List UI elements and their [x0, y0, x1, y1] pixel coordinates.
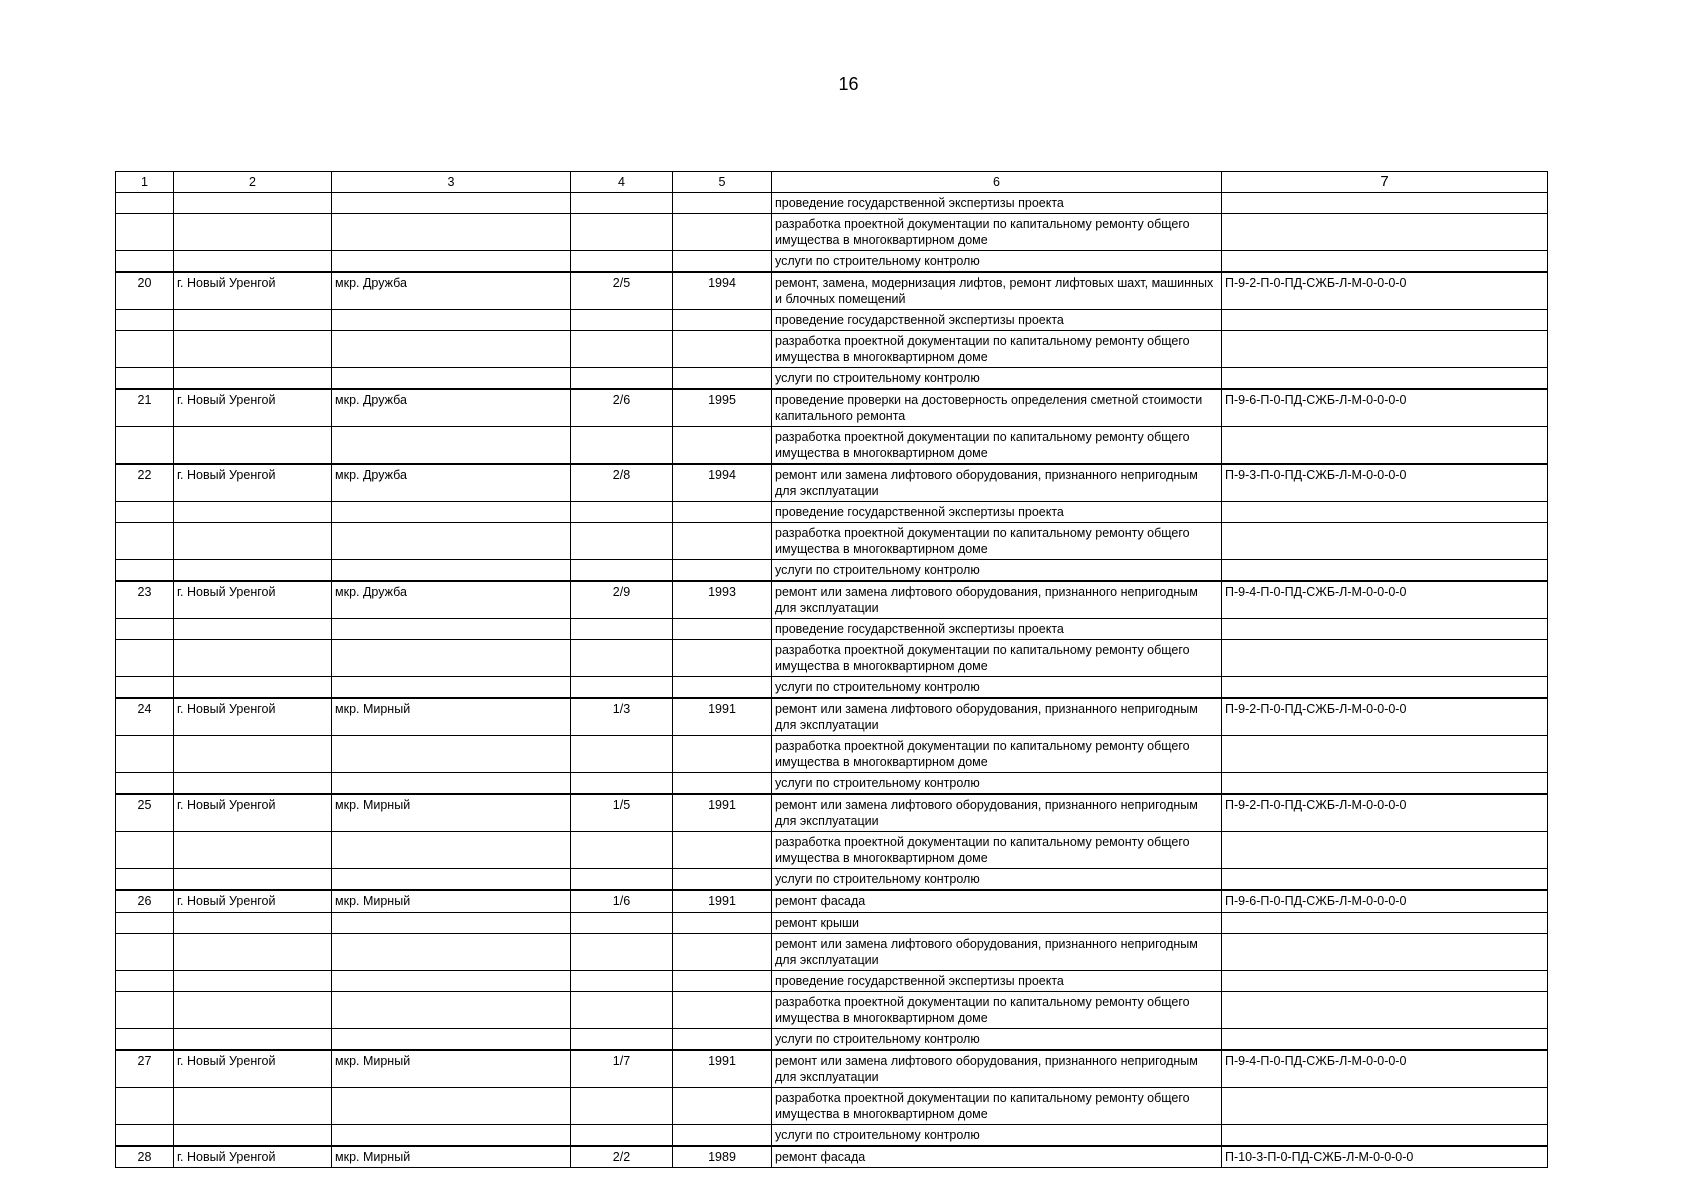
house-number-cell — [571, 193, 673, 214]
table-row — [116, 933, 1548, 970]
district-cell: мкр. Дружба — [332, 272, 571, 310]
building-code-cell — [1222, 1124, 1548, 1146]
city-cell — [174, 1124, 332, 1146]
row-number-cell — [116, 991, 174, 1028]
district-cell — [332, 869, 571, 891]
column-number: 5 — [673, 172, 772, 193]
district-cell: мкр. Дружба — [332, 581, 571, 619]
district-cell — [332, 832, 571, 869]
city-cell — [174, 193, 332, 214]
column-number-row — [116, 172, 1548, 193]
row-number-cell — [116, 1124, 174, 1146]
table-row — [116, 464, 1548, 502]
house-number-cell — [571, 560, 673, 582]
house-number-cell — [571, 619, 673, 640]
work-type-cell: проведение государственной экспертизы проекта — [772, 970, 1222, 991]
work-type-cell: разработка проектной документации по капитальному ремонту общего имущества в многоквартирном доме — [772, 991, 1222, 1028]
table-row — [116, 1146, 1548, 1168]
row-number-cell — [116, 310, 174, 331]
year-built-cell — [673, 912, 772, 933]
building-code-cell — [1222, 193, 1548, 214]
building-code-cell: П-9-6-П-0-ПД-СЖБ-Л-М-0-0-0-0 — [1222, 890, 1548, 912]
house-number-cell — [571, 310, 673, 331]
building-code-cell — [1222, 933, 1548, 970]
row-number-cell: 27 — [116, 1050, 174, 1088]
year-built-cell — [673, 773, 772, 795]
column-number: 3 — [332, 172, 571, 193]
house-number-cell: 2/2 — [571, 1146, 673, 1168]
building-code-cell: П-9-6-П-0-ПД-СЖБ-Л-М-0-0-0-0 — [1222, 389, 1548, 427]
table-row — [116, 331, 1548, 368]
row-number-cell — [116, 912, 174, 933]
house-number-cell: 2/6 — [571, 389, 673, 427]
city-cell — [174, 427, 332, 465]
house-number-cell — [571, 933, 673, 970]
table-row — [116, 310, 1548, 331]
house-number-cell — [571, 1028, 673, 1050]
work-type-cell: ремонт крыши — [772, 912, 1222, 933]
column-number: 1 — [116, 172, 174, 193]
house-number-cell — [571, 331, 673, 368]
year-built-cell — [673, 310, 772, 331]
building-code-cell — [1222, 368, 1548, 390]
house-number-cell — [571, 869, 673, 891]
house-number-cell — [571, 736, 673, 773]
row-number-cell — [116, 933, 174, 970]
row-number-cell — [116, 502, 174, 523]
work-type-cell: проведение государственной экспертизы проекта — [772, 502, 1222, 523]
district-cell — [332, 310, 571, 331]
building-code-cell — [1222, 869, 1548, 891]
district-cell: мкр. Мирный — [332, 1050, 571, 1088]
district-cell: мкр. Мирный — [332, 890, 571, 912]
city-cell: г. Новый Уренгой — [174, 464, 332, 502]
row-number-cell — [116, 832, 174, 869]
year-built-cell — [673, 933, 772, 970]
district-cell — [332, 214, 571, 251]
city-cell — [174, 523, 332, 560]
district-cell — [332, 773, 571, 795]
district-cell — [332, 912, 571, 933]
year-built-cell — [673, 331, 772, 368]
table-row — [116, 214, 1548, 251]
work-type-cell: ремонт или замена лифтового оборудования, признанного непригодным для эксплуатации — [772, 1050, 1222, 1088]
city-cell: г. Новый Уренгой — [174, 1050, 332, 1088]
table-row — [116, 773, 1548, 795]
table-row — [116, 251, 1548, 273]
year-built-cell — [673, 502, 772, 523]
row-number-cell — [116, 1028, 174, 1050]
city-cell: г. Новый Уренгой — [174, 890, 332, 912]
work-type-cell: ремонт, замена, модернизация лифтов, ремонт лифтовых шахт, машинных и блочных помещений — [772, 272, 1222, 310]
building-code-cell — [1222, 502, 1548, 523]
district-cell: мкр. Мирный — [332, 794, 571, 832]
building-code-cell — [1222, 1087, 1548, 1124]
work-type-cell: разработка проектной документации по капитальному ремонту общего имущества в многоквартирном доме — [772, 331, 1222, 368]
page-number: 16 — [838, 74, 859, 94]
table-row — [116, 1124, 1548, 1146]
table-row — [116, 640, 1548, 677]
table-row — [116, 368, 1548, 390]
year-built-cell: 1993 — [673, 581, 772, 619]
work-type-cell: услуги по строительному контролю — [772, 560, 1222, 582]
work-type-cell: ремонт или замена лифтового оборудования, признанного непригодным для эксплуатации — [772, 581, 1222, 619]
building-code-cell — [1222, 1028, 1548, 1050]
house-number-cell — [571, 368, 673, 390]
city-cell — [174, 832, 332, 869]
city-cell — [174, 970, 332, 991]
year-built-cell — [673, 1087, 772, 1124]
year-built-cell — [673, 640, 772, 677]
district-cell — [332, 1124, 571, 1146]
building-code-cell — [1222, 736, 1548, 773]
year-built-cell — [673, 193, 772, 214]
table-row — [116, 389, 1548, 427]
city-cell — [174, 933, 332, 970]
house-number-cell — [571, 970, 673, 991]
year-built-cell — [673, 427, 772, 465]
building-code-cell — [1222, 677, 1548, 699]
district-cell — [332, 193, 571, 214]
building-code-cell — [1222, 523, 1548, 560]
table-row — [116, 502, 1548, 523]
city-cell — [174, 1028, 332, 1050]
row-number-cell — [116, 640, 174, 677]
row-number-cell: 28 — [116, 1146, 174, 1168]
house-number-cell: 2/5 — [571, 272, 673, 310]
district-cell: мкр. Мирный — [332, 698, 571, 736]
district-cell — [332, 736, 571, 773]
house-number-cell — [571, 427, 673, 465]
district-cell — [332, 523, 571, 560]
row-number-cell: 24 — [116, 698, 174, 736]
building-code-cell — [1222, 640, 1548, 677]
row-number-cell — [116, 368, 174, 390]
year-built-cell — [673, 214, 772, 251]
work-type-cell: ремонт фасада — [772, 1146, 1222, 1168]
house-number-cell — [571, 1087, 673, 1124]
district-cell — [332, 991, 571, 1028]
row-number-cell: 25 — [116, 794, 174, 832]
year-built-cell — [673, 991, 772, 1028]
row-number-cell — [116, 251, 174, 273]
year-built-cell — [673, 523, 772, 560]
year-built-cell — [673, 368, 772, 390]
row-number-cell: 22 — [116, 464, 174, 502]
work-type-cell: услуги по строительному контролю — [772, 869, 1222, 891]
house-number-cell: 1/3 — [571, 698, 673, 736]
work-type-cell: разработка проектной документации по капитальному ремонту общего имущества в многоквартирном доме — [772, 523, 1222, 560]
row-number-cell — [116, 736, 174, 773]
row-number-cell — [116, 523, 174, 560]
work-type-cell: ремонт или замена лифтового оборудования, признанного непригодным для эксплуатации — [772, 464, 1222, 502]
building-code-cell — [1222, 619, 1548, 640]
table-body — [116, 193, 1548, 1168]
city-cell — [174, 1087, 332, 1124]
house-number-cell — [571, 832, 673, 869]
year-built-cell — [673, 619, 772, 640]
house-number-cell — [571, 214, 673, 251]
district-cell: мкр. Дружба — [332, 389, 571, 427]
city-cell — [174, 251, 332, 273]
district-cell — [332, 970, 571, 991]
table-row — [116, 427, 1548, 465]
table-row — [116, 581, 1548, 619]
year-built-cell — [673, 736, 772, 773]
year-built-cell — [673, 1124, 772, 1146]
row-number-cell — [116, 193, 174, 214]
work-type-cell: проведение государственной экспертизы проекта — [772, 619, 1222, 640]
district-cell — [332, 640, 571, 677]
house-number-cell: 1/7 — [571, 1050, 673, 1088]
city-cell: г. Новый Уренгой — [174, 794, 332, 832]
building-code-cell: П-9-3-П-0-ПД-СЖБ-Л-М-0-0-0-0 — [1222, 464, 1548, 502]
table-row — [116, 736, 1548, 773]
district-cell — [332, 502, 571, 523]
house-number-cell — [571, 991, 673, 1028]
city-cell — [174, 677, 332, 699]
table-row — [116, 912, 1548, 933]
year-built-cell: 1991 — [673, 890, 772, 912]
year-built-cell — [673, 251, 772, 273]
year-built-cell — [673, 832, 772, 869]
table-row — [116, 677, 1548, 699]
table-row — [116, 698, 1548, 736]
row-number-cell — [116, 619, 174, 640]
row-number-cell — [116, 773, 174, 795]
building-code-cell — [1222, 560, 1548, 582]
table-row — [116, 523, 1548, 560]
district-cell — [332, 331, 571, 368]
year-built-cell: 1994 — [673, 272, 772, 310]
house-number-cell: 1/5 — [571, 794, 673, 832]
city-cell — [174, 736, 332, 773]
city-cell: г. Новый Уренгой — [174, 389, 332, 427]
year-built-cell — [673, 560, 772, 582]
year-built-cell — [673, 970, 772, 991]
year-built-cell: 1995 — [673, 389, 772, 427]
building-code-cell — [1222, 331, 1548, 368]
work-type-cell: проведение государственной экспертизы проекта — [772, 310, 1222, 331]
district-cell — [332, 1087, 571, 1124]
work-type-cell: разработка проектной документации по капитальному ремонту общего имущества в многоквартирном доме — [772, 736, 1222, 773]
row-number-cell: 26 — [116, 890, 174, 912]
work-type-cell: разработка проектной документации по капитальному ремонту общего имущества в многоквартирном доме — [772, 214, 1222, 251]
year-built-cell — [673, 869, 772, 891]
city-cell — [174, 502, 332, 523]
table-row — [116, 991, 1548, 1028]
city-cell — [174, 869, 332, 891]
year-built-cell — [673, 1028, 772, 1050]
work-type-cell: разработка проектной документации по капитальному ремонту общего имущества в многоквартирном доме — [772, 1087, 1222, 1124]
district-cell — [332, 560, 571, 582]
city-cell — [174, 619, 332, 640]
building-code-cell — [1222, 427, 1548, 465]
district-cell — [332, 933, 571, 970]
house-number-cell — [571, 251, 673, 273]
work-type-cell: ремонт или замена лифтового оборудования, признанного непригодным для эксплуатации — [772, 933, 1222, 970]
city-cell — [174, 773, 332, 795]
table-row — [116, 970, 1548, 991]
building-code-cell — [1222, 991, 1548, 1028]
district-cell — [332, 427, 571, 465]
row-number-cell: 21 — [116, 389, 174, 427]
column-number: 6 — [772, 172, 1222, 193]
building-code-cell: П-9-2-П-0-ПД-СЖБ-Л-М-0-0-0-0 — [1222, 698, 1548, 736]
city-cell: г. Новый Уренгой — [174, 698, 332, 736]
table-row — [116, 1087, 1548, 1124]
house-number-cell — [571, 640, 673, 677]
building-code-cell: П-9-2-П-0-ПД-СЖБ-Л-М-0-0-0-0 — [1222, 794, 1548, 832]
row-number-cell — [116, 970, 174, 991]
building-code-cell — [1222, 214, 1548, 251]
work-type-cell: разработка проектной документации по капитальному ремонту общего имущества в многоквартирном доме — [772, 832, 1222, 869]
district-cell — [332, 368, 571, 390]
house-number-cell — [571, 912, 673, 933]
work-type-cell: ремонт или замена лифтового оборудования, признанного непригодным для эксплуатации — [772, 698, 1222, 736]
table-row — [116, 890, 1548, 912]
work-type-cell: разработка проектной документации по капитальному ремонту общего имущества в многоквартирном доме — [772, 427, 1222, 465]
district-cell: мкр. Мирный — [332, 1146, 571, 1168]
work-type-cell: услуги по строительному контролю — [772, 251, 1222, 273]
work-type-cell: ремонт или замена лифтового оборудования, признанного непригодным для эксплуатации — [772, 794, 1222, 832]
house-number-cell — [571, 502, 673, 523]
work-type-cell: проведение проверки на достоверность определения сметной стоимости капитального ремонта — [772, 389, 1222, 427]
city-cell — [174, 912, 332, 933]
table-row — [116, 272, 1548, 310]
row-number-cell — [116, 214, 174, 251]
table-row — [116, 1050, 1548, 1088]
work-type-cell: услуги по строительному контролю — [772, 677, 1222, 699]
building-code-cell: П-10-3-П-0-ПД-СЖБ-Л-М-0-0-0-0 — [1222, 1146, 1548, 1168]
work-type-cell: услуги по строительному контролю — [772, 773, 1222, 795]
row-number-cell — [116, 427, 174, 465]
table-row — [116, 560, 1548, 582]
table-row — [116, 193, 1548, 214]
work-type-cell: услуги по строительному контролю — [772, 1028, 1222, 1050]
column-number: 4 — [571, 172, 673, 193]
row-number-cell — [116, 1087, 174, 1124]
work-type-cell: проведение государственной экспертизы проекта — [772, 193, 1222, 214]
city-cell: г. Новый Уренгой — [174, 581, 332, 619]
building-code-cell: П-9-4-П-0-ПД-СЖБ-Л-М-0-0-0-0 — [1222, 1050, 1548, 1088]
house-number-cell: 2/8 — [571, 464, 673, 502]
building-code-cell: П-9-4-П-0-ПД-СЖБ-Л-М-0-0-0-0 — [1222, 581, 1548, 619]
district-cell — [332, 619, 571, 640]
city-cell — [174, 640, 332, 677]
house-number-cell — [571, 1124, 673, 1146]
building-code-cell — [1222, 912, 1548, 933]
row-number-cell: 23 — [116, 581, 174, 619]
year-built-cell: 1991 — [673, 1050, 772, 1088]
row-number-cell — [116, 677, 174, 699]
table-row — [116, 619, 1548, 640]
city-cell — [174, 310, 332, 331]
table-row — [116, 832, 1548, 869]
work-type-cell: ремонт фасада — [772, 890, 1222, 912]
house-number-cell — [571, 523, 673, 560]
district-cell — [332, 677, 571, 699]
house-number-cell: 2/9 — [571, 581, 673, 619]
district-cell — [332, 251, 571, 273]
building-code-cell — [1222, 251, 1548, 273]
building-code-cell — [1222, 310, 1548, 331]
year-built-cell: 1991 — [673, 794, 772, 832]
column-number: 7 — [1222, 172, 1548, 193]
house-number-cell: 1/6 — [571, 890, 673, 912]
city-cell — [174, 560, 332, 582]
work-type-cell: разработка проектной документации по капитальному ремонту общего имущества в многоквартирном доме — [772, 640, 1222, 677]
capital-repair-table — [115, 171, 1548, 1168]
city-cell — [174, 331, 332, 368]
building-code-cell — [1222, 970, 1548, 991]
building-code-cell: П-9-2-П-0-ПД-СЖБ-Л-М-0-0-0-0 — [1222, 272, 1548, 310]
district-cell — [332, 1028, 571, 1050]
table-row — [116, 794, 1548, 832]
city-cell — [174, 214, 332, 251]
column-number: 2 — [174, 172, 332, 193]
year-built-cell: 1989 — [673, 1146, 772, 1168]
row-number-cell — [116, 560, 174, 582]
year-built-cell — [673, 677, 772, 699]
table-row — [116, 869, 1548, 891]
city-cell — [174, 991, 332, 1028]
building-code-cell — [1222, 832, 1548, 869]
row-number-cell — [116, 331, 174, 368]
year-built-cell: 1994 — [673, 464, 772, 502]
building-code-cell — [1222, 773, 1548, 795]
house-number-cell — [571, 773, 673, 795]
city-cell: г. Новый Уренгой — [174, 1146, 332, 1168]
table-row — [116, 1028, 1548, 1050]
district-cell: мкр. Дружба — [332, 464, 571, 502]
row-number-cell — [116, 869, 174, 891]
year-built-cell: 1991 — [673, 698, 772, 736]
house-number-cell — [571, 677, 673, 699]
row-number-cell: 20 — [116, 272, 174, 310]
work-type-cell: услуги по строительному контролю — [772, 368, 1222, 390]
city-cell — [174, 368, 332, 390]
city-cell: г. Новый Уренгой — [174, 272, 332, 310]
work-type-cell: услуги по строительному контролю — [772, 1124, 1222, 1146]
